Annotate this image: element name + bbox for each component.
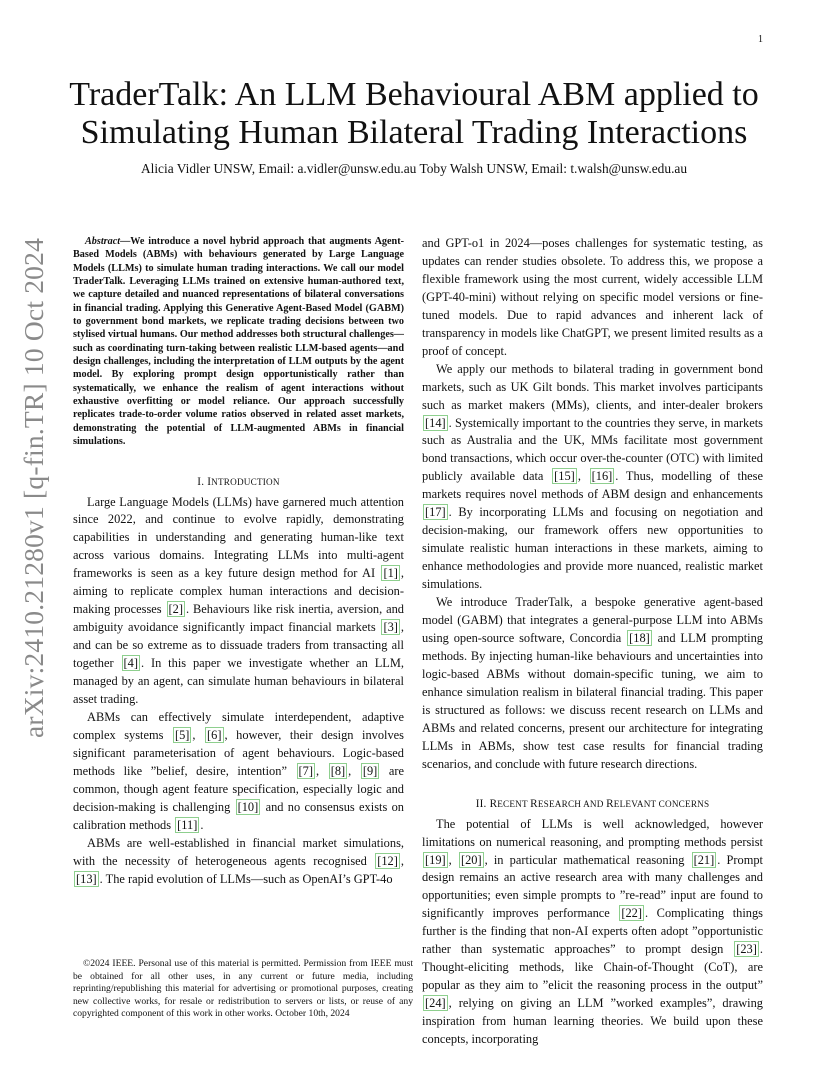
author-line: Alicia Vidler UNSW, Email: a.vidler@unsw.edu.au Toby Walsh UNSW, Email: t.walsh@unsw.edu.au [140, 161, 688, 176]
intro-paragraph-3: ABMs are well-established in financial market simulations, with the necessity of heterogeneous agents recognised [12] , [13] . The rapid evolution of LLMs—such as OpenAI’s GPT-4o [73, 835, 404, 886]
right-paragraph-bond-markets: We apply our methods to bilateral trading in government bond markets, such as UK Gilt bonds. This market involves participants such as market makers (MMs), clients, and inter-dealer brokers [14] . Systemically important to the countries they serve, in markets such as Australia and the UK, MMs facilitate most government bond transactions, which occur over-the-counter (OTC) with limited publicly available data [15] , [16] . Thus, modelling of these markets requires novel methods of ABM design and enhancements [17] . By incorporating LLMs and focusing on negotiation and decision-making, our framework offers new opportunities to simulate realistic human interactions in these markets, aiming to enhance methodologies and provide more nuanced, realistic market simulations. [422, 361, 763, 592]
page-number: 1 [758, 34, 763, 45]
arxiv-stamp[interactable] [8, 237, 60, 739]
intro-paragraph-2: ABMs can effectively simulate interdependent, adaptive complex systems [5] , [6] , however, their design involves significant parameterisation of agent behaviours. Logic-based methods like ”belief, desire, intention” [7] , [8] , [9] are common, though agent feature specification, especially logic and decision-making is challenging [10] and no consensus exists on calibration methods [11] . [73, 709, 404, 832]
citation-link[interactable]: [22] [621, 906, 643, 921]
citation-link[interactable]: [21] [693, 852, 715, 867]
abstract-lead: Abstract [85, 236, 121, 247]
citation-link[interactable]: [1] [383, 566, 398, 581]
citation-link[interactable]: [3] [383, 620, 398, 635]
citation-link[interactable]: [17] [425, 505, 446, 520]
recent-research-paragraph: The potential of LLMs is well acknowledged, however limitations on numerical reasoning, and prompting methods persist [19] , [20] , in particular mathematical reasoning [21] . Prompt design remains an active research area with many challenges and opportunities; even simple prompts to ”re-read” input are found to significantly improves performance [22] . Complicating things further is the finding that non-AI experts often adopt ”opportunistic rather than systematic approaches” to prompt design [23] . Thought-eliciting methods, like Chain-of-Thought (CoT), are popular as they aim to ”elicit the reasoning process in the output” [24] , relying on giving an LLM ”worked examples”, drawing inspiration from human learning theories. We build upon these concepts, incorporating [422, 816, 763, 1047]
citation-link[interactable]: [11] [177, 817, 198, 832]
copyright-notice: ©2024 IEEE. Personal use of this material is permitted. Permission from IEEE must be obtained for all other uses, in any current or future media, including reprinting/republishing this material for advertising or promotional purposes, creating new collective works, for resale or redistribution to servers or lists, or reuse of any copyrighted component of this work in other works. October 10th, 2024 [73, 958, 413, 1020]
citation-link[interactable]: [14] [425, 415, 446, 430]
citation-link[interactable]: [18] [629, 630, 650, 645]
citation-link[interactable]: [9] [362, 763, 378, 778]
right-column [422, 235, 763, 1049]
citation-link[interactable]: [8] [330, 763, 346, 778]
citation-link[interactable]: [12] [377, 853, 398, 868]
citation-link[interactable]: [13] [76, 871, 97, 886]
citation-link[interactable]: [23] [736, 942, 757, 957]
citation-link[interactable]: [6] [207, 727, 222, 742]
citation-link[interactable]: [24] [425, 996, 446, 1011]
paper-title: TraderTalk: An LLM Behavioural ABM applied to Simulating Human Bilateral Trading Interactions [69, 76, 759, 151]
abstract [73, 235, 404, 449]
citation-link[interactable]: [15] [554, 469, 575, 484]
citation-link[interactable]: [2] [168, 602, 183, 617]
right-paragraph-tradertalk: We introduce TraderTalk, a bespoke generative agent-based model (GABM) that integrates a general-purpose LLM into ABMs using open-source software, Concordia [18] and LLM prompting methods. By injecting human-like behaviours and uncertainties into logic-based ABMs without domain-specific tuning, we aim to enhance simulation realism in bilateral financial trading. This paper is structured as follows: we discuss recent research on LLMs and ABMs and related concerns, present our architecture for integrating LLMs in ABMs, show test case results for financial trading scenarios, and conclude with future research directions. [422, 595, 763, 771]
citation-link[interactable]: [5] [174, 727, 190, 742]
section-heading-introduction: I. INTRODUCTION [197, 475, 280, 488]
citation-link[interactable]: [19] [425, 852, 446, 867]
right-paragraph-continued: and GPT-o1 in 2024—poses challenges for systematic testing, as updates can render studies obsolete. To address this, we propose a flexible framework using the most current, widely accessible LLM (GPT-40-mini) without relying on specific model versions or fine-tuned models. Due to rapid advances and inherent lack of transparency in models like ChatGPT, we present limited results as a proof of concept. [422, 236, 763, 358]
citation-link[interactable]: [7] [298, 763, 313, 778]
left-column [73, 235, 404, 888]
citation-link[interactable]: [16] [591, 469, 613, 484]
arxiv-stamp-text: arXiv:2410.21280v1 [q-fin.TR] 10 Oct 2024 [18, 237, 50, 739]
intro-paragraph-1: Large Language Models (LLMs) have garnered much attention since 2022, and continue to evolve rapidly, demonstrating capabilities in understanding and generating human-like text across various domains. Integrating LLMs into multi-agent frameworks is seen as a key future design method for AI [1] , aiming to replicate complex human interactions and decision-making processes [2] . Behaviours like risk inertia, aversion, and ambiguity avoidance significantly impact financial markets [3] , and can be so extreme as to dissuade traders from transacting all together [4] . In this paper we investigate whether an LLM, managed by an agent, can simulate human behaviours in bilateral asset trading. [73, 494, 405, 706]
citation-link[interactable]: [20] [460, 852, 482, 867]
abstract-text: —We introduce a novel hybrid approach that augments Agent-Based Models (ABMs) with behaviours generated by Large Language Models (LLMs) to simulate human trading interactions. We call our model TraderTalk. Leveraging LLMs trained on extensive human-authored text, we capture detailed and nuanced representations of bilateral conversations in financial trading. Applying this Generative Agent-Based Model (GABM) to government bond markets, we replicate trading decisions between two stylised virtual humans. Our method addresses both structural challenges—such as coordinating turn-taking between realistic LLM-based agents—and design challenges, including the interpretation of LLM outputs by the agent model. By exploring prompt design opportunistically rather than systematically, we enhance the realism of agent interactions without exhaustive overfitting or model reliance. Our approach successfully replicates trade-to-order volume ratios observed in related asset markets, demonstrating the potential of LLM-augmented ABMs in financial simulations. [73, 236, 404, 448]
citation-link[interactable]: [10] [237, 799, 259, 814]
citation-link[interactable]: [4] [123, 656, 138, 671]
section-heading-recent-research: II. RECENT RESEARCH AND RELEVANT CONCERNS [475, 797, 710, 810]
